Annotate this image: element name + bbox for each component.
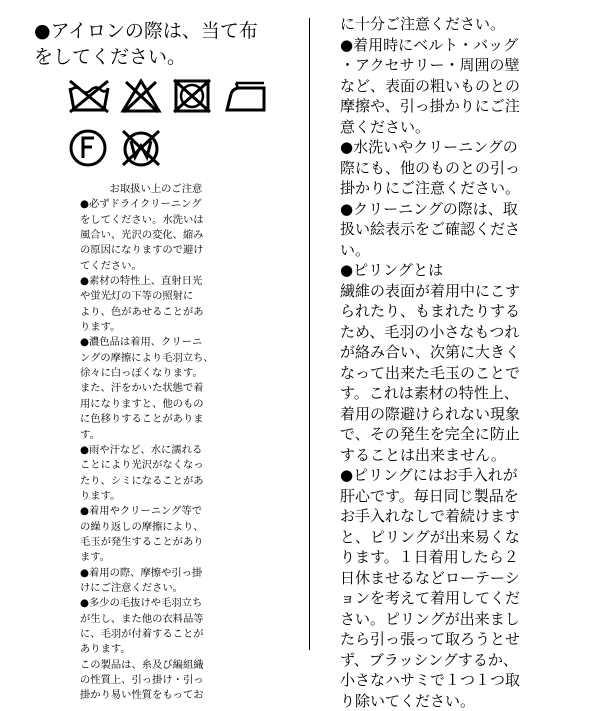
care-paragraph: ●素材の特性上、直射日光 や蛍光灯の下等の照射に より、色があせることがあ ります。	[80, 275, 204, 334]
tumble-dry-prohibited-icon	[172, 78, 212, 114]
care-card-title: お取扱い上のご注意	[109, 183, 203, 195]
care-paragraph: この製品は、糸及び編組織 の性質上、引っ掛け・引っ 掛かり易い性質をもってお	[80, 658, 204, 702]
note-paragraph: に十分ご注意ください。	[340, 15, 506, 33]
pilling-care: ●ピリングにはお手入れが 肝心です。毎日同じ製品を お手入れなしで着続けます と、ピリングが出来易くな ります。１日着用したら２ 日休ませるなどローテーシ ョンを考えて着用してくだ さい。ピリングが出来まし たら引っ張って取ろうとせ ず、ブラッシングするか、 小さなハサミで１つ１つ取 り除いてください。	[340, 466, 521, 710]
iron-low-temperature-icon	[224, 78, 270, 114]
bleach-prohibited-icon	[120, 78, 162, 114]
iron-note-heading: ●アイロンの際は、当て布 をしてください。	[34, 20, 258, 68]
care-paragraph: ●着用の際、摩擦や引っ掛 けにご注意ください。	[80, 566, 203, 594]
right-column-notes	[340, 14, 595, 711]
care-paragraph: ●必ずドライクリーニング をしてください。水洗いは 風合い、光沢の変化、縮み の原因になりますので避け てください。	[80, 198, 204, 272]
care-instructions-card	[80, 182, 240, 704]
care-paragraph: ●多少の毛抜けや毛羽立ち が生し、また他の衣料品等 に、毛羽が付着することが あります。	[80, 597, 204, 656]
wet-clean-prohibited-icon	[120, 128, 162, 168]
note-paragraph: ●着用時にベルト・バッグ ・アクセサリー・周囲の壁 など、表面の粗いものとの 摩擦や、引っ掛かりにご注 意ください。	[340, 35, 521, 136]
care-paragraph: ●着用やクリーニング等で の繰り返しの摩擦により、 毛玉が発生することがあり ます。	[80, 505, 204, 564]
note-paragraph: ●クリーニングの際は、取 扱い絵表示をご確認くださ い。	[340, 199, 521, 259]
pilling-definition: ●ピリングとは 繊維の表面が着用中にこす られたり、もまれたりする ため、毛羽の小さなもつれ が絡み合い、次第に大きく なって出来た毛玉のことで す。これは素材の特性上、 着用の際避けられない現象 で、その発生を完全に防止 することは出来ません。	[340, 261, 521, 464]
note-paragraph: ●水洗いやクリーニングの 際にも、他のものとの引っ 掛かりにご注意ください。	[340, 138, 521, 197]
care-paragraph: ●雨や汗など、水に濡れる ことにより光沢がなくなっ たり、シミになることがあ ります。	[80, 443, 204, 502]
care-paragraph: ●濃色品は着用、クリーニ ングの摩擦により毛羽立ち、 徐々に白っぽくなります。 また、汗をかいた状態で着 用になりますと、他のもの に色移りすることがありま す。	[80, 336, 214, 441]
column-divider	[309, 18, 310, 650]
dry-clean-f-icon	[68, 128, 108, 168]
hand-wash-prohibited-icon	[68, 78, 110, 114]
